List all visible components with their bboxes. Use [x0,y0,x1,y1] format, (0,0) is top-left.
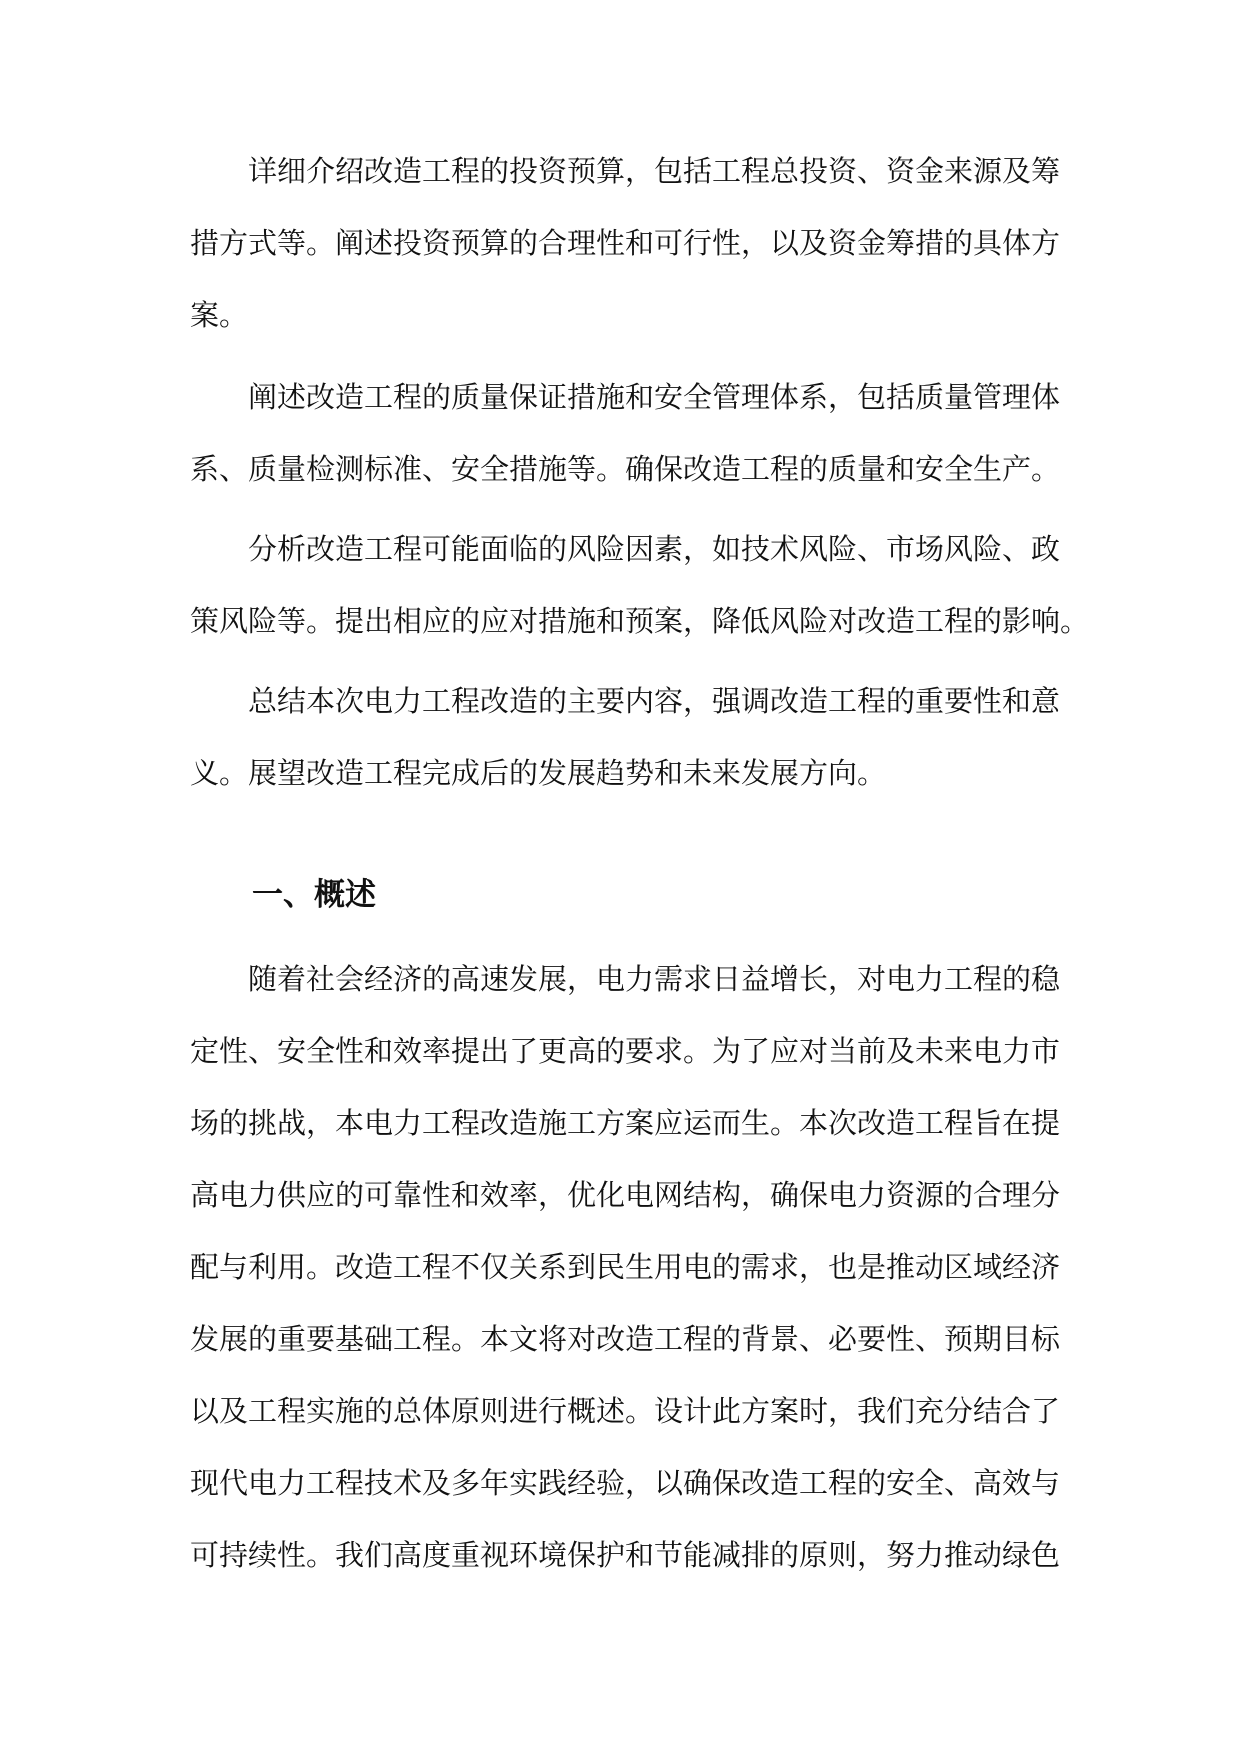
paragraph-line: 阐述改造工程的质量保证措施和安全管理体系，包括质量管理体 [248,380,1061,414]
paragraph-line: 义。展望改造工程完成后的发展趋势和未来发展方向。 [190,756,887,790]
paragraph-line: 配与利用。改造工程不仅关系到民生用电的需求，也是推动区域经济 [190,1250,1061,1284]
paragraph-line: 场的挑战，本电力工程改造施工方案应运而生。本次改造工程旨在提 [190,1106,1061,1140]
paragraph-line: 分析改造工程可能面临的风险因素，如技术风险、市场风险、政 [248,532,1061,566]
paragraph-line: 系、质量检测标准、安全措施等。确保改造工程的质量和安全生产。 [190,452,1061,486]
paragraph-line: 定性、安全性和效率提出了更高的要求。为了应对当前及未来电力市 [190,1034,1061,1068]
section-heading: 一、概述 [252,877,376,913]
paragraph-line: 可持续性。我们高度重视环境保护和节能减排的原则，努力推动绿色 [190,1538,1061,1572]
paragraph-line: 详细介绍改造工程的投资预算，包括工程总投资、资金来源及筹 [248,154,1061,188]
paragraph-line: 措方式等。阐述投资预算的合理性和可行性，以及资金筹措的具体方 [190,226,1061,260]
paragraph-line: 总结本次电力工程改造的主要内容，强调改造工程的重要性和意 [248,684,1061,718]
paragraph-line: 现代电力工程技术及多年实践经验，以确保改造工程的安全、高效与 [190,1466,1061,1500]
paragraph-line: 以及工程实施的总体原则进行概述。设计此方案时，我们充分结合了 [190,1394,1061,1428]
paragraph-line: 策风险等。提出相应的应对措施和预案，降低风险对改造工程的影响。 [190,604,1090,638]
paragraph-line: 随着社会经济的高速发展，电力需求日益增长，对电力工程的稳 [248,962,1061,996]
paragraph-line: 发展的重要基础工程。本文将对改造工程的背景、必要性、预期目标 [190,1322,1061,1356]
paragraph-line: 案。 [190,298,249,332]
paragraph-line: 高电力供应的可靠性和效率，优化电网结构，确保电力资源的合理分 [190,1178,1061,1212]
